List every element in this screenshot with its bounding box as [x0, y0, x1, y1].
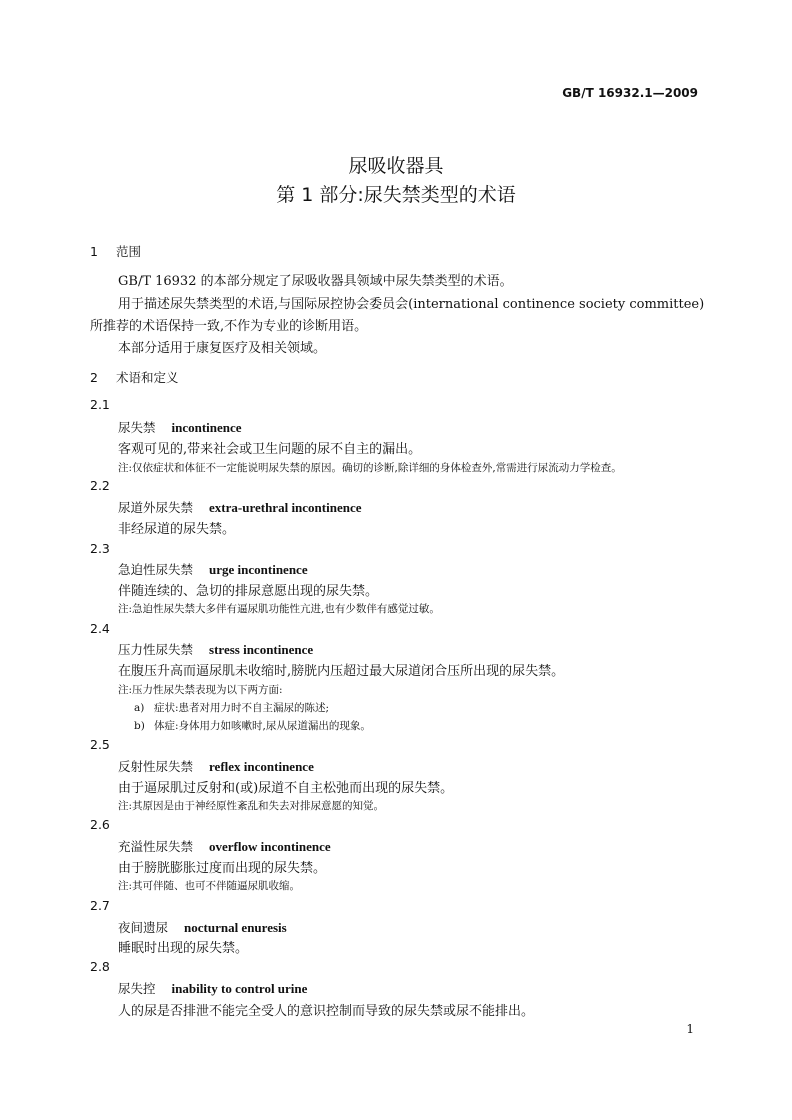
term-english: overflow incontinence: [209, 839, 331, 854]
clause-number: 2.7: [90, 898, 110, 913]
clause-number: 2.2: [90, 478, 110, 493]
clause-number: 2.6: [90, 817, 110, 832]
term-chinese: 尿道外尿失禁: [118, 500, 194, 515]
section-number: 2: [90, 370, 98, 385]
list-marker: a): [134, 702, 145, 714]
term-entry: [118, 757, 314, 775]
paragraph: 用于描述尿失禁类型的术语,与国际尿控协会委员会(international continence society committee): [118, 297, 705, 312]
list-marker: b): [134, 720, 145, 732]
standard-number: GB/T 16932.1—2009: [562, 86, 698, 100]
term-entry: [118, 640, 313, 658]
list-text: 症状:患者对用力时不自主漏尿的陈述;: [154, 702, 330, 714]
term-english: urge incontinence: [209, 562, 308, 577]
document-subtitle: 第 1 部分:尿失禁类型的术语: [276, 184, 516, 206]
paragraph: GB/T 16932 的本部分规定了尿吸收器具领域中尿失禁类型的术语。: [118, 274, 513, 289]
clause-number: 2.5: [90, 737, 110, 752]
section-number: 1: [90, 244, 98, 259]
term-chinese: 尿失禁: [118, 420, 156, 435]
section-1-heading: [90, 242, 141, 260]
term-definition: 人的尿是否排泄不能完全受人的意识控制而导致的尿失禁或尿不能排出。: [118, 1004, 535, 1019]
term-entry: [118, 418, 242, 436]
list-item: [134, 718, 371, 733]
term-chinese: 急迫性尿失禁: [118, 562, 194, 577]
term-entry: [118, 560, 308, 578]
term-definition: 客观可见的,带来社会或卫生问题的尿不自主的漏出。: [118, 442, 422, 457]
document-title: 尿吸收器具: [348, 155, 444, 177]
term-definition: 由于膀胱膨胀过度而出现的尿失禁。: [118, 861, 327, 876]
section-2-heading: [90, 368, 179, 386]
page-number: 1: [686, 1022, 694, 1036]
term-english: extra-urethral incontinence: [209, 500, 362, 515]
term-note: 注:其可伴随、也可不伴随逼尿肌收缩。: [118, 880, 301, 892]
term-entry: [118, 918, 287, 936]
term-english: nocturnal enuresis: [184, 920, 287, 935]
term-english: incontinence: [171, 420, 242, 435]
term-note: 注:仅依症状和体征不一定能说明尿失禁的原因。确切的诊断,除详细的身体检查外,常需进行尿流动力学检查。: [118, 462, 622, 474]
term-chinese: 反射性尿失禁: [118, 759, 194, 774]
clause-number: 2.3: [90, 541, 110, 556]
term-entry: [118, 837, 331, 855]
section-title: 范围: [116, 244, 142, 259]
term-entry: [118, 498, 362, 516]
list-item: [134, 700, 329, 715]
term-chinese: 充溢性尿失禁: [118, 839, 194, 854]
term-chinese: 压力性尿失禁: [118, 642, 194, 657]
term-note: 注:其原因是由于神经原性紊乱和失去对排尿意愿的知觉。: [118, 800, 385, 812]
term-definition: 伴随连续的、急切的排尿意愿出现的尿失禁。: [118, 584, 379, 599]
list-text: 体症:身体用力如咳嗽时,尿从尿道漏出的现象。: [154, 720, 371, 732]
paragraph: 本部分适用于康复医疗及相关领域。: [118, 341, 327, 356]
clause-number: 2.8: [90, 959, 110, 974]
term-definition: 由于逼尿肌过反射和(或)尿道不自主松弛而出现的尿失禁。: [118, 781, 454, 796]
clause-number: 2.4: [90, 621, 110, 636]
term-english: inability to control urine: [171, 981, 308, 996]
section-title: 术语和定义: [116, 370, 179, 385]
term-definition: 在腹压升高而逼尿肌未收缩时,膀胱内压超过最大尿道闭合压所出现的尿失禁。: [118, 664, 565, 679]
term-english: reflex incontinence: [209, 759, 314, 774]
term-note: 注:急迫性尿失禁大多伴有逼尿肌功能性亢进,也有少数伴有感觉过敏。: [118, 603, 440, 615]
term-entry: [118, 979, 307, 997]
term-chinese: 夜间遗尿: [118, 920, 169, 935]
term-definition: 睡眠时出现的尿失禁。: [118, 941, 249, 956]
clause-number: 2.1: [90, 397, 110, 412]
term-english: stress incontinence: [209, 642, 314, 657]
term-note: 注:压力性尿失禁表现为以下两方面:: [118, 684, 283, 696]
term-definition: 非经尿道的尿失禁。: [118, 522, 236, 537]
term-chinese: 尿失控: [118, 981, 156, 996]
paragraph: 所推荐的术语保持一致,不作为专业的诊断用语。: [90, 319, 368, 334]
